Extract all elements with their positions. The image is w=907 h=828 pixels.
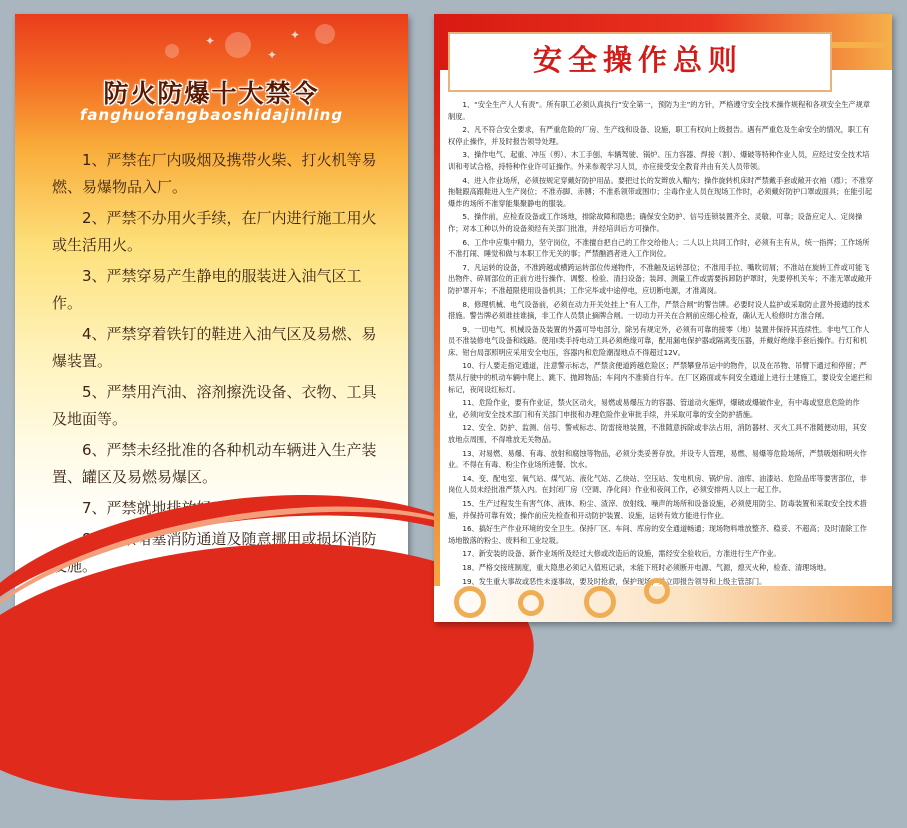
sparkle-icon: ✦: [290, 28, 301, 42]
rule-item: 6、严禁未经批准的各种机动车辆进入生产装置、罐区及易燃易爆区。: [52, 441, 377, 486]
ring-decoration: [644, 578, 670, 604]
ring-decoration: [518, 590, 544, 616]
rule-item: 17、新安装的设备、新作业场所及经过大修或改造后的设施，需经安全验收后，方准进行生产作业。: [462, 549, 781, 559]
rule-list: [448, 99, 874, 603]
sparkle-icon: ✦: [267, 48, 278, 62]
rule-item: 6、工作中应集中精力，坚守岗位，不准擅自把自己的工作交给他人；二人以上共同工作时，必须有主有从，统一指挥；工作场所不准打闹、睡觉和做与本职工作无关的事；严禁酗酒者进入工作岗位。: [448, 237, 870, 259]
rule-item: 3、严禁穿易产生静电的服装进入油气区工作。: [52, 267, 362, 312]
bokeh-light: [225, 32, 251, 58]
rule-item: 7、凡运转的设备，不准跨越或横跨运转部位传递物件，不准触及运转部位；不准用手拉、嘴吹切屑；不准站在旋转工件或可能飞出物件、碎屑部位的正前方进行操作、调整、检验、清扫设备；装卸、测量工件或需要拆卸防护罩时，先要停机关车；不准无罩或敞开防护罩开车；不准超限使用设备机具；工作完毕或中途停电，应切断电源，才准离岗。: [448, 262, 873, 295]
rule-item: 1、严禁在厂内吸烟及携带火柴、打火机等易燃、易爆物品入厂。: [52, 151, 377, 196]
rule-item: 13、对易燃、易爆、有毒、放射和腐蚀等物品，必须分类妥善存放，并设专人管理，易燃、易爆等危险场所，严禁吸烟和明火作业。不得在有毒、粉尘作业场所进餐、饮水。: [448, 448, 867, 470]
safety-rules-poster: [434, 14, 892, 622]
rule-item: 9、一切电气、机械设备及装置的外露可导电部分，除另有规定外，必须有可靠的接零（地）装置并保持其连续性。非电气工作人员不准装修电气设备和线路。使用I类手持电动工具必须绝缘可靠，配用漏电保护器或隔离变压器，并戴好绝缘手套后操作。行灯和机床、钳台局部照明应采用安全电压，容器内和危险潮湿地点不得超过12V。: [448, 324, 870, 357]
rule-item: 4、进入作业场所，必须按规定穿戴好防护用品。要把过长的发辫放入帽内；操作旋转机床时严禁戴手套或敞开衣袖（襟）；不准穿拖鞋跟高跟鞋进入生产岗位；不准赤脚、赤膊；不准系领带或围巾；尘毒作业人员在现场工作时，必须戴好防护口罩或面具；在能引起爆炸的场所不准穿能集聚静电的服装。: [448, 175, 874, 208]
ring-decoration: [454, 586, 486, 618]
poster-title: 安全操作总则: [532, 43, 743, 77]
poster-subtitle: fanghuofangbaoshidajinling: [79, 106, 344, 124]
rule-item: 3、操作电气、起重、冲压（剪）、木工手刨、车辆驾驶、锅炉、压力容器、焊接（割）、爆破等特种作业人员，应经过安全技术培训和考试合格，持特种作业许可证操作。外来参观学习人员，亦应接受安全教育并由有关人员带领。: [448, 150, 870, 171]
bokeh-light: [165, 44, 179, 58]
left-border-decoration: [434, 70, 440, 622]
rule-item: 8、严禁堵塞消防通道及随意挪用或损坏消防设施。: [52, 530, 377, 575]
rule-item: 10、行人要走指定通道，注意警示标志，严禁贪便道跨越危险区；严禁攀登吊运中的物件，以及在吊物、吊臂下通过和停留；严禁从行驶中的机动车辆中爬上、跳下、抛卸物品；车间内不准骑自行车。在厂区路面或车间安全通道上进行土建施工，要设安全遮拦和标记，夜间设红标灯。: [448, 361, 873, 394]
rule-item: 5、严禁用汽油、溶剂擦洗设备、衣物、工具及地面等。: [52, 383, 377, 428]
rule-item: 4、严禁穿着铁钉的鞋进入油气区及易燃、易爆装置。: [52, 325, 377, 370]
poster-title: 防火防爆十大禁令: [103, 79, 320, 108]
header-stripe: [830, 42, 892, 48]
rule-item: 7、严禁就地排放轻质油品、化学危险品。: [82, 499, 362, 517]
rule-item: 11、危险作业，要有作业证，禁火区动火，易燃或易爆压力的容器、管道动火施焊，爆破或爆破作业，有中毒或窒息危险的作业，必须向安全技术部门和有关部门申报和办理危险作业审批手续，并采取可靠的安全防护措施。: [448, 398, 860, 419]
rule-item: 2、凡不符合安全要求，有严重危险的厂房、生产线和设备、设施，职工有权向上级报告。遇有严重危及生命安全的情况，职工有权停止操作，并及时报告领导处理。: [448, 125, 870, 146]
bokeh-light: [315, 24, 335, 44]
rule-item: 19、发生重大事故或恶性未遂事故，要及时抢救，保护现场，并立即报告领导和上级主管部门。: [462, 576, 767, 586]
rule-item: 15、生产过程发生有害气体、液体、粉尘、渣滓、放射线、噪声的场所和设备设施，必须使用防尘、防毒装置和采取安全技术措施，并保持可靠有效；操作前应先检查和开动防护装置、设施，运转有效方能进行作业。: [448, 499, 867, 520]
rule-item: 16、搞好生产作业环境的安全卫生。保持厂区、车间、库房的安全通道畅通；现场物料堆放整齐、稳妥、不超高；及时清除工作场地散落的粉尘、废料和工业垃圾。: [448, 524, 867, 545]
rule-item: 12、安全、防护、监测、信号、警戒标志、防雷接地装置，不准随意拆除或非法占用，消防器材、灭火工具不准随便动用，其安放地点周围，不得堆放无关物品。: [448, 423, 867, 445]
rule-item: 5、操作前，应检查设备或工作场地，排除故障和隐患；确保安全防护、信号连锁装置齐全、灵敏、可靠；设备应定人、定岗操作；对本工种以外的设备须经有关部门批准，并经培训后方可操作。: [448, 212, 863, 233]
rule-item: 18、严格交接班制度，重大隐患必须记入值班记录，未能下班时必须断开电源、气源，熄灭火种，检查、清理场地。: [462, 562, 831, 572]
rule-item: 14、变、配电室、氧气站、煤气站、液化气站、乙炔站、空压站、发电机房、锅炉房、油库、油漆站、危险品库等要害部位，非岗位人员未经批准严禁入内。在封闭厂房（空调、净化间）作业和夜间工作，必须安排两人以上一起工作。: [448, 473, 867, 495]
sparkle-icon: ✦: [205, 34, 216, 48]
flower-decoration-icon: ✺: [367, 502, 401, 548]
rule-item: 2、严禁不办用火手续，在厂内进行施工用火或生活用火。: [52, 209, 377, 254]
fire-explosion-poster: [15, 14, 408, 622]
rule-item: 1、“安全生产人人有责”。所有职工必须认真执行“安全第一，预防为主”的方针，严格遵守安全技术操作规程和各项安全生产规章制度。: [448, 100, 870, 121]
rule-item: 8、修理机械、电气设备前，必须在动力开关处挂上“有人工作，严禁合闸”的警告牌。必要时设人监护或采取防止意外接通的技术措施。警告牌必须谁挂谁摘，非工作人员禁止摘牌合闸。一切动力开关在合闸前应细心检查，确认无人检修时方准合闸。: [448, 299, 870, 321]
ring-decoration: [584, 586, 616, 618]
